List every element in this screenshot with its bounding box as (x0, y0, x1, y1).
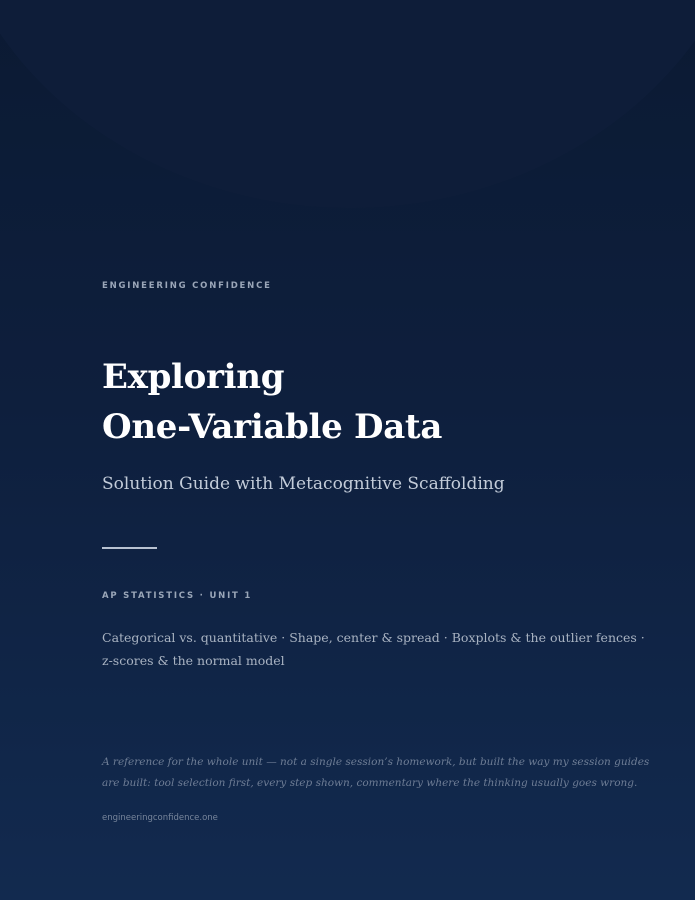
note-line-2: are built: tool selection first, every step shown, commentary where the thinking usually goes wrong. (102, 777, 638, 789)
brand-label: ENGINEERING CONFIDENCE (102, 281, 272, 291)
title-line-1: Exploring (102, 357, 285, 397)
topic-line-1: Categorical vs. quantitative · Shape, center & spread · Boxplots & the outlier fences · (102, 630, 645, 645)
topic-list (102, 626, 645, 672)
description-note (102, 752, 650, 794)
course-label: AP STATISTICS · UNIT 1 (102, 591, 253, 601)
cover-content (102, 0, 650, 900)
divider (102, 547, 157, 549)
subtitle: Solution Guide with Metacognitive Scaffolding (102, 474, 505, 494)
topic-line-2: z-scores & the normal model (102, 653, 285, 668)
website-link[interactable]: engineeringconfidence.one (102, 813, 218, 823)
title-line-2: One-Variable Data (102, 407, 443, 447)
note-line-1: A reference for the whole unit — not a single session’s homework, but built the way my session guides (102, 756, 650, 768)
page-title (102, 352, 442, 452)
